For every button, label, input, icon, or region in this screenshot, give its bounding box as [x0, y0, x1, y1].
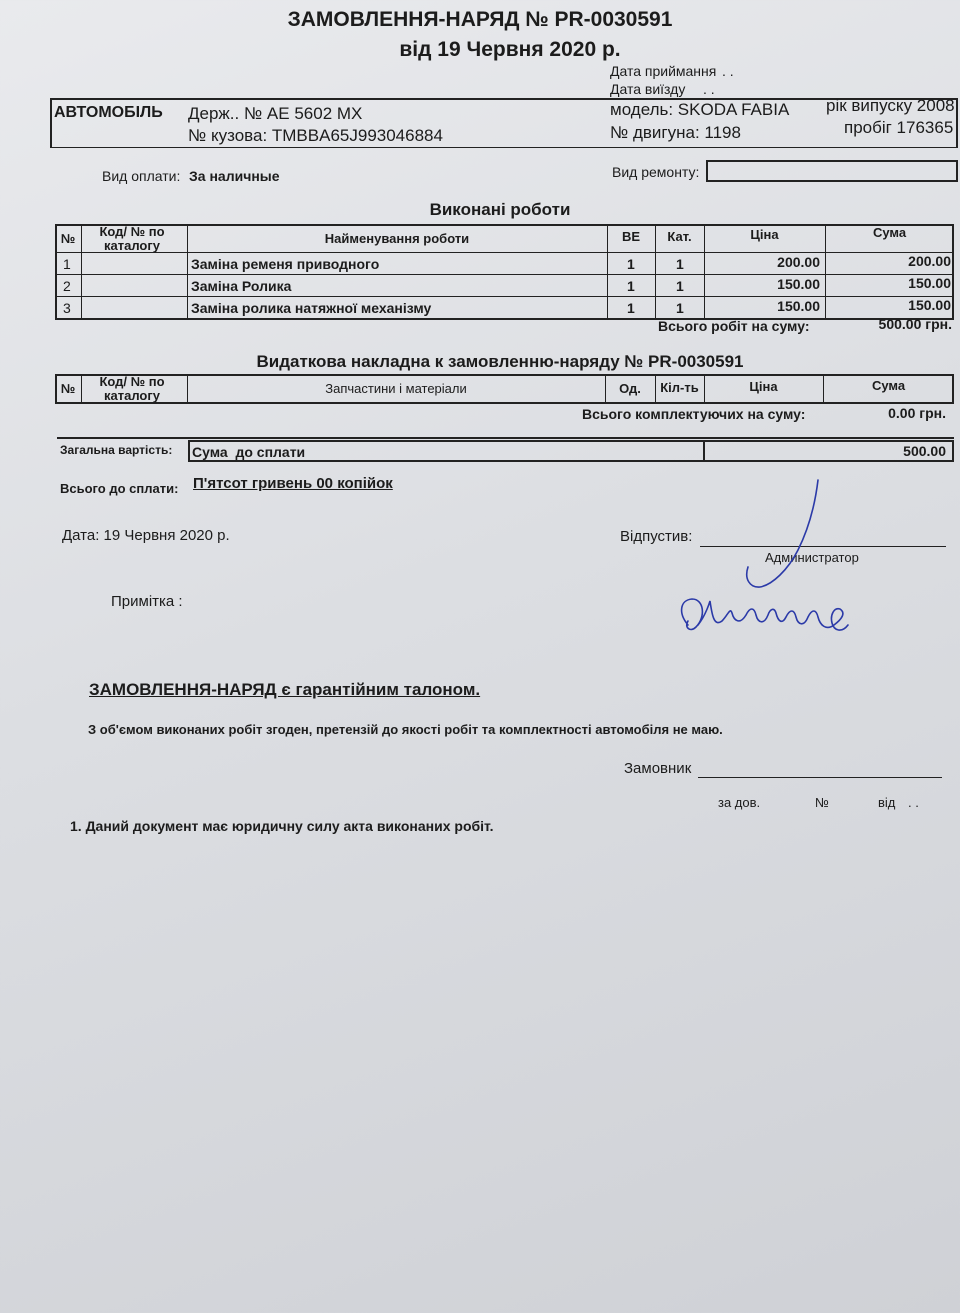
- parts-header-sum: Сума: [871, 378, 906, 393]
- table-row: [55, 275, 954, 296]
- customer-signature-line: [698, 777, 942, 778]
- parts-header-qty: Кіл-ть: [660, 380, 699, 395]
- parts-header-unit: Од.: [619, 381, 641, 396]
- works-row-ve: 1: [627, 300, 635, 316]
- car-mileage: пробіг 176365: [844, 118, 954, 137]
- car-plate: Держ.. № АЕ 5602 МХ: [188, 104, 363, 123]
- customer-label: Замовник: [624, 760, 692, 777]
- payment-label: Вид оплати:: [102, 168, 181, 184]
- parts-header-code: Код/ № по каталогу: [99, 374, 165, 403]
- works-row-no: 3: [63, 300, 71, 316]
- works-row-cat: 1: [676, 256, 684, 272]
- proxy-from-value: . .: [908, 795, 919, 810]
- works-row-name: Заміна ременя приводного: [191, 256, 380, 272]
- works-row-ve: 1: [627, 278, 635, 294]
- accept-date-label: Дата приймання: [610, 63, 717, 79]
- works-header-sum: Сума: [872, 225, 907, 240]
- parts-header-price: Ціна: [749, 379, 778, 394]
- works-row-sum: 150.00: [908, 297, 951, 313]
- works-row-cat: 1: [676, 300, 684, 316]
- works-header-no: №: [60, 231, 76, 246]
- parts-total-label: Всього комплектуючих на суму:: [582, 406, 806, 422]
- document-date: від 19 Червня 2020 р.: [399, 38, 621, 61]
- exit-date-value: . .: [703, 81, 715, 97]
- works-header-price: Ціна: [750, 227, 779, 242]
- car-label: АВТОМОБІЛЬ: [54, 104, 163, 121]
- proxy-label: за дов.: [718, 795, 761, 810]
- summary-divider: [57, 437, 954, 439]
- works-row-name: Заміна ролика натяжної механізму: [191, 300, 432, 316]
- car-model: модель: SKODA FABIA: [610, 100, 790, 119]
- works-total-label: Всього робіт на суму:: [658, 318, 810, 334]
- works-row-price: 150.00: [777, 298, 820, 314]
- agreement-text: З об'ємом виконаних робіт згоден, претензій до якості робіт та комплектності автомобіля не маю.: [88, 722, 723, 737]
- car-info-box: [50, 98, 958, 148]
- works-header-code: Код/ № по каталогу: [99, 224, 165, 253]
- parts-header-materials: Запчастини і матеріали: [325, 381, 467, 396]
- works-row-ve: 1: [627, 256, 635, 272]
- proxy-from-label: від: [878, 795, 896, 810]
- works-total-value: 500.00 грн.: [878, 316, 952, 332]
- parts-title: Видаткова накладна к замовленню-наряду № PR-0030591: [256, 352, 744, 371]
- works-title: Виконані роботи: [429, 200, 571, 219]
- summary-sum-label: Сума до сплати: [192, 444, 306, 460]
- car-engine: № двигуна: 1198: [610, 123, 741, 142]
- total-words-label: Всього до сплати:: [60, 481, 179, 496]
- works-row-cat: 1: [676, 278, 684, 294]
- table-row: [55, 253, 954, 274]
- repair-type-field: [706, 160, 958, 182]
- parts-total-value: 0.00 грн.: [888, 405, 946, 421]
- signature-handwritten: [670, 475, 880, 645]
- footer-date: Дата: 19 Червня 2020 р.: [62, 527, 230, 544]
- repair-type-label: Вид ремонту:: [612, 164, 700, 180]
- car-year: рік випуску 2008: [826, 96, 955, 115]
- document-title: ЗАМОВЛЕННЯ-НАРЯД № PR-0030591: [287, 8, 673, 31]
- car-vin: № кузова: TMBBA65J993046884: [188, 126, 443, 145]
- warranty-statement: ЗАМОВЛЕННЯ-НАРЯД є гарантійним талоном.: [89, 680, 481, 699]
- summary-label: Загальна вартість:: [60, 443, 173, 457]
- note-label: Примітка :: [111, 593, 183, 610]
- works-row-sum: 200.00: [908, 253, 951, 269]
- table-row: [55, 297, 954, 318]
- works-header-name: Найменування роботи: [324, 231, 470, 246]
- works-row-sum: 150.00: [908, 275, 951, 291]
- accept-date-value: . .: [722, 63, 734, 79]
- proxy-number-label: №: [815, 795, 829, 810]
- payment-value: За наличные: [189, 168, 280, 184]
- parts-header-no: №: [60, 381, 76, 396]
- works-row-name: Заміна Ролика: [191, 278, 292, 294]
- works-row-no: 1: [63, 256, 71, 272]
- summary-sum-value: 500.00: [903, 443, 946, 459]
- total-words-value: П'ятсот гривень 00 копійок: [193, 475, 393, 492]
- works-row-price: 200.00: [777, 254, 820, 270]
- admin-caption: Администратор: [765, 550, 859, 565]
- works-row-no: 2: [63, 278, 71, 294]
- released-label: Відпустив:: [620, 528, 693, 545]
- works-row-price: 150.00: [777, 276, 820, 292]
- works-header-ve: ВЕ: [621, 229, 641, 244]
- legal-note: 1. Даний документ має юридичну силу акта виконаних робіт.: [70, 818, 494, 834]
- exit-date-label: Дата виїзду: [610, 81, 686, 97]
- works-header-cat: Кат.: [667, 229, 692, 244]
